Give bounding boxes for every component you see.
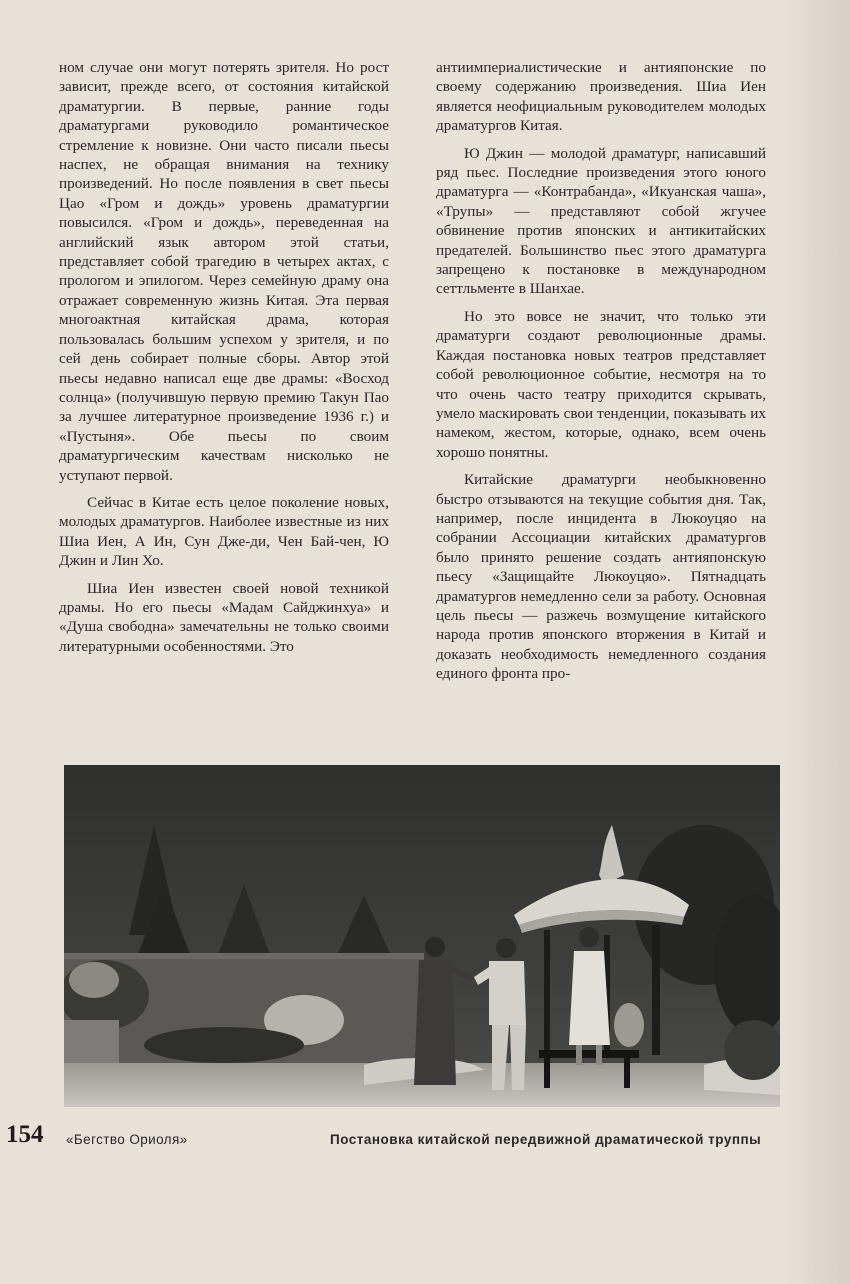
page-number: 154 bbox=[6, 1121, 44, 1148]
stage-scene-image bbox=[64, 765, 780, 1107]
paragraph: Ю Джин — молодой драматург, написавший ряд пьес. Последние произведения этого юного драматурга — «Контрабанда», «Икуанская чаша», «Трупы» — представляют собой жгучее обвинение против японских и антикитайских предателей. Большинство пьес этого драматурга запрещено к постановке в международном сеттльменте в Шанхае. bbox=[436, 144, 766, 298]
paragraph: Шиа Иен известен своей новой техникой драмы. Но его пьесы «Мадам Сайджинхуа» и «Душа свободна» замечательны не только своими литературными особенностями. Это bbox=[59, 579, 389, 655]
page-edge-shadow bbox=[780, 0, 850, 1284]
paragraph: Но это вовсе не значит, что только эти драматурги создают революционные драмы. Каждая постановка новых театров представляет собой революционное событие, несмотря на то что очень часто театру приходится скрывать, умело маскировать свои тенденции, показывать их намеком, жестом, которые, однако, всем очень хорошо понятны. bbox=[436, 307, 766, 461]
paragraph: Сейчас в Китае есть целое поколение новых, молодых драматургов. Наиболее известные из них Шиа Иен, А Ин, Сун Дже-ди, Чен Бай-чен, Ю Джин и Лин Хо. bbox=[59, 493, 389, 570]
page-footer bbox=[0, 1121, 850, 1155]
paragraph: антиимпериалистические и антияпонские по своему содержанию произведения. Шиа Иен является неофициальным руководителем молодых драматургов Китая. bbox=[436, 59, 766, 135]
photo-caption-title: «Бегство Ориоля» bbox=[66, 1132, 188, 1147]
stage-photograph bbox=[64, 765, 780, 1107]
left-text-column bbox=[59, 58, 389, 664]
paragraph: Китайские драматурги необыкновенно быстро отзываются на текущие события дня. Так, например, после инцидента в Люкоуцяо на собрании Ассоциации китайских драматургов было принято решение создать антияпонскую пьесу «Защищайте Люкоуцяо». Пятнадцать драматургов немедленно сели за работу. Основная цель пьесы — разжечь возмущение китайского народа против японского вторжения в Китай и доказать необходимость немедленного создания единого фронта про- bbox=[436, 471, 766, 683]
paragraph: ном случае они могут потерять зрителя. Но рост зависит, прежде всего, от состояния китайской драматургии. В первые, ранние годы драматургами руководило романтическое стремление к новизне. Они часто писали пьесы наспех, не обращая внимания на технику произведений. Но после появления в свет пьесы Цао «Гром и дождь» уровень драматургии повысился. «Гром и дождь», переведенная на английский язык автором этой статьи, представляет собой трагедию в четырех актах, с прологом и эпилогом. Через семейную драму она отражает современную жизнь Китая. Эта первая многоактная китайская драма, которая пользовалась большим успехом у зрителя, и по сей день собирает полные сборы. Автор этой пьесы недавно написал еще две драмы: «Восход солнца» (получившую первую премию Такун Пао за лучшее литературное произведение 1936 г.) и «Пустыня». Обе пьесы по своим драматургическим качествам нисколько не уступают первой. bbox=[59, 59, 389, 484]
right-text-column bbox=[436, 58, 766, 692]
photo-caption-description: Постановка китайской передвижной драматической труппы bbox=[330, 1132, 762, 1147]
